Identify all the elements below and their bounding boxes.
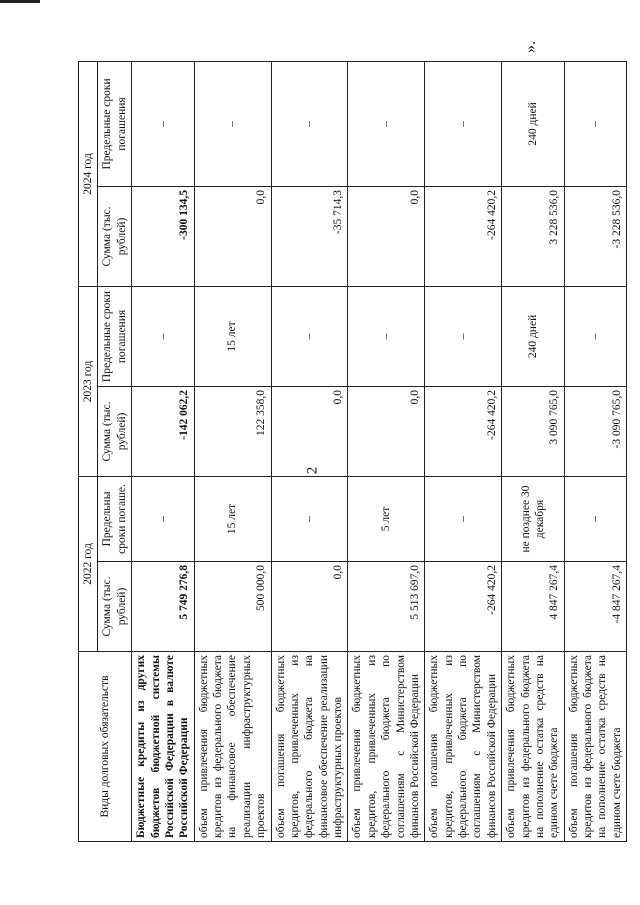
sum-2024: 3 228 536,0 bbox=[502, 186, 565, 286]
term-2022: 15 лет bbox=[194, 476, 271, 561]
sum-2024: -3 228 536,0 bbox=[564, 186, 627, 286]
row-description: объем привлечения бюджетных кредитов из федерального бюджета на пополнение остатка средств на едином счете бюджета bbox=[502, 652, 565, 842]
table-row bbox=[348, 61, 425, 841]
sum-2022: -264 420,2 bbox=[425, 562, 502, 652]
row-description: объем погашения бюджетных кредитов из федерального бюджета на пополнение остатка средств на едином счете бюджета bbox=[564, 652, 627, 842]
page-number: 2 bbox=[304, 466, 321, 475]
term-2024: – bbox=[132, 61, 195, 186]
row-description: объем привлечения бюджетных кредитов из федерального бюджета на финансовое обеспечение реализации инфраструктурных проектов bbox=[194, 652, 271, 842]
table-row bbox=[194, 61, 271, 841]
header-row-years bbox=[79, 61, 98, 841]
term-2023: 15 лет bbox=[194, 286, 271, 386]
sum-2023: 122 358,0 bbox=[194, 386, 271, 476]
term-2023: – bbox=[564, 286, 627, 386]
sum-2022: 500 000,0 bbox=[194, 562, 271, 652]
table-row bbox=[132, 61, 195, 841]
table-row bbox=[271, 61, 348, 841]
term-2022: – bbox=[564, 476, 627, 561]
sum-2024: 0,0 bbox=[194, 186, 271, 286]
row-description: Бюджетные кредиты из других бюджетов бюджетной системы Российской Федерации в валюте Российской Федерации bbox=[132, 652, 195, 842]
sum-2024: -300 134,5 bbox=[132, 186, 195, 286]
sum-2024: 0,0 bbox=[348, 186, 425, 286]
table-row bbox=[564, 61, 627, 841]
sum-2023: 0,0 bbox=[271, 386, 348, 476]
term-2023: – bbox=[425, 286, 502, 386]
term-2024: – bbox=[564, 61, 627, 186]
sum-2024: -264 420,2 bbox=[425, 186, 502, 286]
header-sum-2022: Сумма (тыс. рублей) bbox=[98, 562, 132, 652]
sum-2022: -4 847 267,4 bbox=[564, 562, 627, 652]
rotated-table-container bbox=[78, 62, 623, 842]
sum-2023: -3 090 765,0 bbox=[564, 386, 627, 476]
header-sum-2024: Сумма (тыс. рублей) bbox=[98, 186, 132, 286]
term-2023: – bbox=[271, 286, 348, 386]
term-2024: – bbox=[194, 61, 271, 186]
table-row bbox=[502, 61, 565, 841]
header-sum-2023: Сумма (тыс. рублей) bbox=[98, 386, 132, 476]
sum-2022: 0,0 bbox=[271, 562, 348, 652]
term-2023: – bbox=[348, 286, 425, 386]
term-2022: не позднее 30 декабря bbox=[502, 476, 565, 561]
term-2023: 240 дней bbox=[502, 286, 565, 386]
term-2022: – bbox=[425, 476, 502, 561]
term-2022: – bbox=[132, 476, 195, 561]
term-2022: 5 лет bbox=[348, 476, 425, 561]
header-year-2024: 2024 год bbox=[79, 61, 98, 286]
header-year-2023: 2023 год bbox=[79, 286, 98, 476]
header-year-2022: 2022 год bbox=[79, 476, 98, 651]
sum-2023: 3 090 765,0 bbox=[502, 386, 565, 476]
term-2024: 240 дней bbox=[502, 61, 565, 186]
sum-2023: -142 062,2 bbox=[132, 386, 195, 476]
sum-2022: 4 847 267,4 bbox=[502, 562, 565, 652]
term-2022: – bbox=[271, 476, 348, 561]
term-2024: – bbox=[425, 61, 502, 186]
row-description: объем погашения бюджетных кредитов, привлеченных из федерального бюджета на финансовое обеспечение реализации инфраструктурных проектов bbox=[271, 652, 348, 842]
sum-2022: 5 749 276,8 bbox=[132, 562, 195, 652]
debt-obligations-table bbox=[78, 61, 627, 842]
end-quote-mark: ». bbox=[522, 41, 539, 53]
table-row bbox=[425, 61, 502, 841]
top-rule bbox=[0, 0, 40, 3]
row-description: объем погашения бюджетных кредитов, привлеченных из федерального бюджета по соглашениям с Министерством финансов Российской Федерации bbox=[425, 652, 502, 842]
header-kind: Виды долговых обязательств bbox=[79, 652, 132, 842]
header-term-2023: Предельные сроки погашения bbox=[98, 286, 132, 386]
sum-2023: 0,0 bbox=[348, 386, 425, 476]
term-2024: – bbox=[348, 61, 425, 186]
term-2024: – bbox=[271, 61, 348, 186]
header-term-2022: Предельны сроки погаше. bbox=[98, 476, 132, 561]
row-description: объем привлечения бюджетных кредитов, привлеченных из федерального бюджета по соглашениям с Министерством финансов Российской Федерации bbox=[348, 652, 425, 842]
sum-2024: -35 714,3 bbox=[271, 186, 348, 286]
sum-2023: -264 420,2 bbox=[425, 386, 502, 476]
header-term-2024: Предельные сроки погашения bbox=[98, 61, 132, 186]
sum-2022: 5 513 697,0 bbox=[348, 562, 425, 652]
term-2023: – bbox=[132, 286, 195, 386]
